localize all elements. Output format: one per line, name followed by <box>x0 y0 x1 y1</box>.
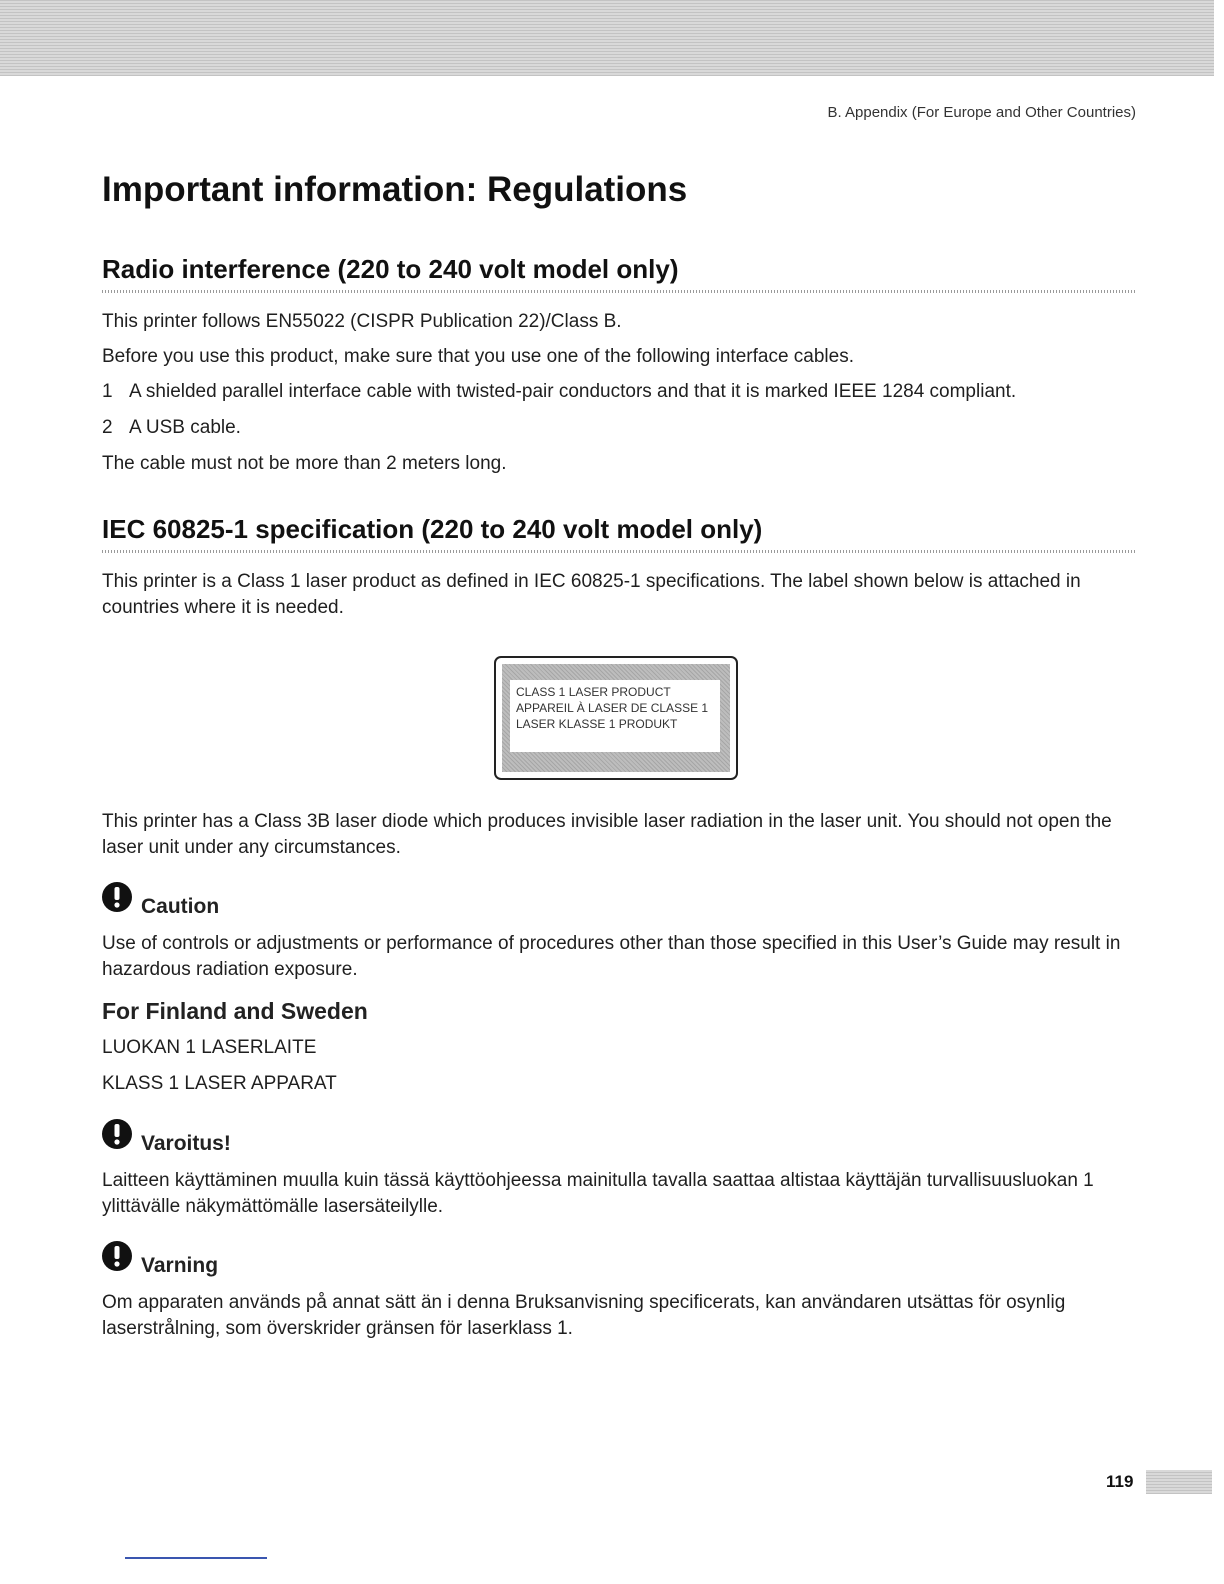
finland-sweden-heading: For Finland and Sweden <box>102 998 368 1024</box>
section-divider <box>102 550 1136 553</box>
list-item-text: A shielded parallel interface cable with twisted-pair conductors and that it is marked IEEE 1284 compliant. <box>129 381 1017 402</box>
caution-label: Caution <box>141 895 220 918</box>
top-decorative-band <box>0 0 1214 76</box>
laser-label-line: LASER KLASSE 1 PRODUKT <box>516 717 678 731</box>
laser-label-text <box>510 680 720 752</box>
varoitus-text: Laitteen käyttäminen muulla kuin tässä käyttöohjeessa mainitulla tavalla saattaa altistaa käyttäjän turvallisuusluokan 1 ylittävälle näkymättömälle lasersäteilylle. <box>102 1170 1094 1217</box>
page-title: Important information: Regulations <box>102 170 688 209</box>
iec-paragraph-2: This printer has a Class 3B laser diode which produces invisible laser radiation in the laser unit. You should not open the laser unit under any circumstances. <box>102 811 1112 858</box>
section-divider <box>102 290 1136 293</box>
list-item <box>102 379 1142 405</box>
list-item <box>102 415 1142 441</box>
iec-paragraph-1: This printer is a Class 1 laser product as defined in IEC 60825-1 specifications. The label shown below is attached in countries where it is needed. <box>102 571 1081 618</box>
caution-icon <box>101 881 133 913</box>
laser-label-line: CLASS 1 LASER PRODUCT <box>516 685 671 699</box>
list-item-number: 1 <box>102 381 113 402</box>
varning-text: Om apparaten används på annat sätt än i denna Bruksanvisning specificerats, kan användaren utsättas för osynlig laserstrålning, som överskrider gränsen för laserklass 1. <box>102 1292 1066 1339</box>
radio-paragraph-2: Before you use this product, make sure that you use one of the following interface cables. <box>102 346 854 367</box>
list-item-number: 2 <box>102 417 113 438</box>
caution-text: Use of controls or adjustments or performance of procedures other than those specified in this User’s Guide may result in hazardous radiation exposure. <box>102 933 1121 980</box>
varning-warning-icon <box>101 1240 133 1272</box>
varoitus-warning-icon <box>101 1118 133 1150</box>
page-tab-decoration <box>1146 1470 1212 1494</box>
varoitus-label: Varoitus! <box>141 1132 231 1155</box>
bottom-divider-line <box>125 1557 267 1559</box>
varning-label: Varning <box>141 1254 219 1277</box>
radio-paragraph-1: This printer follows EN55022 (CISPR Publication 22)/Class B. <box>102 311 622 332</box>
page-number: 119 <box>1106 1472 1134 1491</box>
finland-line: LUOKAN 1 LASERLAITE <box>102 1037 317 1058</box>
section-title-iec: IEC 60825-1 specification (220 to 240 volt model only) <box>102 514 763 544</box>
section-title-radio: Radio interference (220 to 240 volt model only) <box>102 254 679 284</box>
running-header: B. Appendix (For Europe and Other Countries) <box>827 104 1136 121</box>
laser-class-label <box>494 656 738 780</box>
list-item-text: A USB cable. <box>129 417 241 438</box>
laser-label-line: APPAREIL À LASER DE CLASSE 1 <box>516 701 709 715</box>
radio-paragraph-3: The cable must not be more than 2 meters long. <box>102 453 507 474</box>
sweden-line: KLASS 1 LASER APPARAT <box>102 1073 337 1094</box>
